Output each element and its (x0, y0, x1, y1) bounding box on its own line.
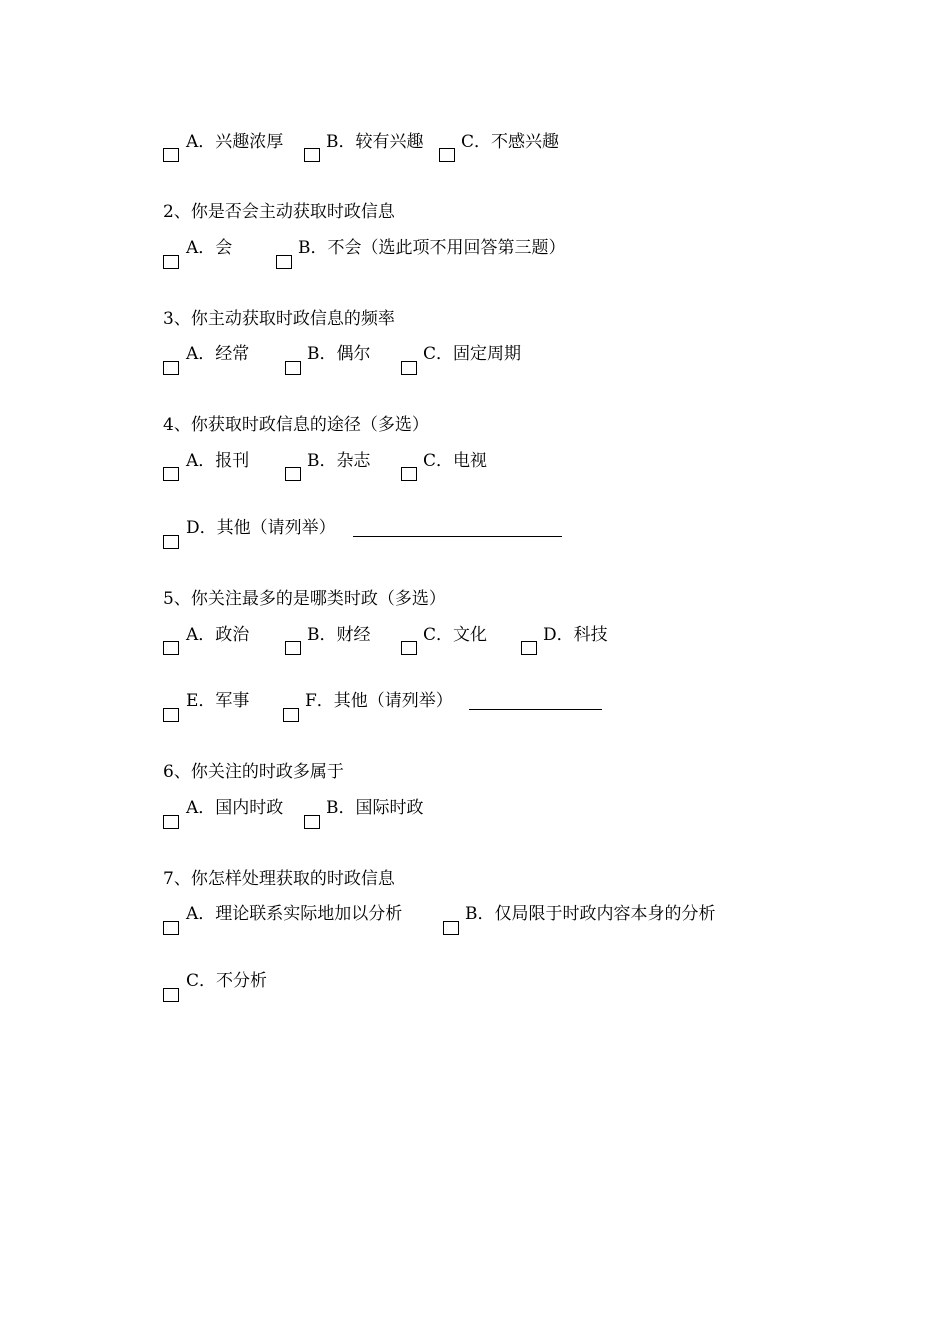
q6-option-b-checkbox[interactable] (304, 815, 320, 829)
q3-option-b-label: B．偶尔 (307, 344, 371, 364)
q7-option-c-label: C．不分析 (186, 971, 268, 991)
q3-option-c-label: C．固定周期 (423, 344, 522, 364)
q5-option-b-label: B．财经 (307, 625, 371, 645)
q5-option-a-checkbox[interactable] (163, 641, 179, 655)
q4-option-a-checkbox[interactable] (163, 467, 179, 481)
q5-option-f-checkbox[interactable] (283, 708, 299, 722)
q7-option-a-checkbox[interactable] (163, 921, 179, 935)
q5-option-e-checkbox[interactable] (163, 708, 179, 722)
q1-option-b-label: B．较有兴趣 (326, 132, 424, 152)
q2-option-a-label: A．会 (186, 238, 233, 258)
q1-option-a-checkbox[interactable] (163, 148, 179, 162)
q6-option-a-label: A．国内时政 (186, 798, 284, 818)
q5-title: 5、你关注最多的是哪类时政（多选） (163, 589, 446, 609)
q5-option-c-label: C．文化 (423, 625, 488, 645)
q7-option-c-checkbox[interactable] (163, 988, 179, 1002)
q1-option-c-label: C．不感兴趣 (461, 132, 560, 152)
q3-option-a-label: A．经常 (186, 344, 250, 364)
q1-option-a-label: A．兴趣浓厚 (186, 132, 284, 152)
q4-option-d-checkbox[interactable] (163, 535, 179, 549)
q2-option-b-label: B．不会（选此项不用回答第三题） (298, 238, 566, 258)
q4-other-blank[interactable] (353, 536, 562, 537)
q4-option-a-label: A．报刊 (186, 451, 250, 471)
q4-option-c-checkbox[interactable] (401, 467, 417, 481)
q5-option-d-checkbox[interactable] (521, 641, 537, 655)
q3-option-c-checkbox[interactable] (401, 361, 417, 375)
q1-option-b-checkbox[interactable] (304, 148, 320, 162)
q6-option-b-label: B．国际时政 (326, 798, 424, 818)
q1-option-c-checkbox[interactable] (439, 148, 455, 162)
q5-option-c-checkbox[interactable] (401, 641, 417, 655)
q2-title: 2、你是否会主动获取时政信息 (163, 202, 395, 222)
q7-option-a-label: A．理论联系实际地加以分析 (186, 904, 403, 924)
q3-option-a-checkbox[interactable] (163, 361, 179, 375)
q5-option-a-label: A．政治 (186, 625, 250, 645)
q4-option-b-label: B．杂志 (307, 451, 371, 471)
q4-title: 4、你获取时政信息的途径（多选） (163, 415, 429, 435)
q7-option-b-label: B．仅局限于时政内容本身的分析 (465, 904, 716, 924)
q5-option-f-label: F．其他（请列举） (305, 691, 453, 711)
q7-option-b-checkbox[interactable] (443, 921, 459, 935)
q2-option-b-checkbox[interactable] (276, 255, 292, 269)
q5-option-e-label: E．军事 (186, 691, 250, 711)
q4-option-b-checkbox[interactable] (285, 467, 301, 481)
q4-option-d-label: D．其他（请列举） (186, 518, 336, 538)
q6-title: 6、你关注的时政多属于 (163, 762, 344, 782)
q7-title: 7、你怎样处理获取的时政信息 (163, 869, 395, 889)
q2-option-a-checkbox[interactable] (163, 255, 179, 269)
q4-option-c-label: C．电视 (423, 451, 488, 471)
q5-option-d-label: D．科技 (543, 625, 608, 645)
q3-title: 3、你主动获取时政信息的频率 (163, 309, 395, 329)
q3-option-b-checkbox[interactable] (285, 361, 301, 375)
q5-option-b-checkbox[interactable] (285, 641, 301, 655)
q5-other-blank[interactable] (469, 709, 602, 710)
q6-option-a-checkbox[interactable] (163, 815, 179, 829)
